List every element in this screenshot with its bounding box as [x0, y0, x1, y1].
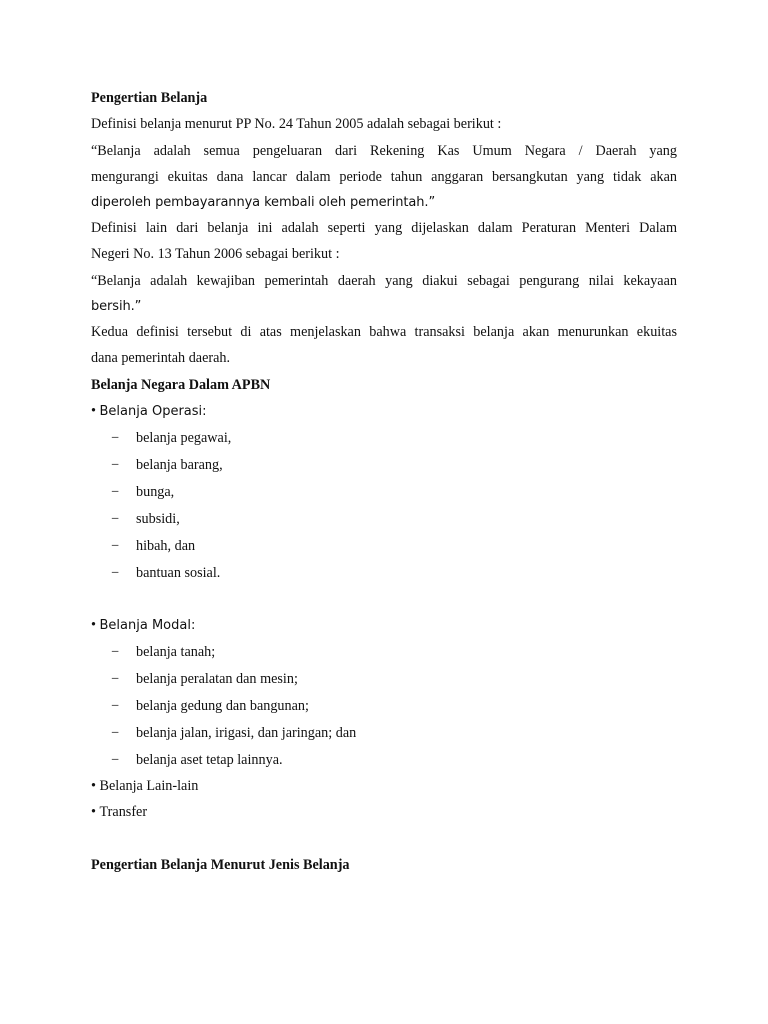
dash-icon: − [111, 698, 120, 714]
dash-icon: − [111, 752, 120, 768]
paragraph-definisi-lain-line-2: Negeri No. 13 Tahun 2006 sebagai berikut : [91, 246, 340, 262]
bullet-label: Belanja Lain-lain [99, 778, 199, 794]
list-item: − belanja barang, [111, 457, 223, 473]
dash-icon: − [111, 430, 120, 446]
dash-icon: − [111, 565, 120, 581]
quote-pp-line-1: “Belanja adalah semua pengeluaran dari Rekening Kas Umum Negara / Daerah yang [91, 143, 677, 159]
list-item: − hibah, dan [111, 538, 196, 554]
list-item: − bunga, [111, 484, 175, 500]
quote-pp-line-2: mengurangi ekuitas dana lancar dalam periode tahun anggaran bersangkutan yang tidak akan [91, 169, 677, 185]
paragraph-definisi-lain-line-1: Definisi lain dari belanja ini adalah seperti yang dijelaskan dalam Peraturan Menteri Dalam [91, 220, 677, 236]
dash-icon: − [111, 457, 120, 473]
bullet-belanja-lain-lain [91, 776, 198, 796]
bullet-icon: • [91, 617, 96, 633]
bullet-label: Belanja Operasi: [99, 404, 207, 419]
paragraph-definisi-pp: Definisi belanja menurut PP No. 24 Tahun 2005 adalah sebagai berikut : [91, 116, 502, 132]
dash-icon: − [111, 484, 120, 500]
quote-pp-line-3: diperoleh pembayarannya kembali oleh pemerintah.” [91, 195, 436, 210]
dash-icon: − [111, 644, 120, 660]
heading-pengertian-belanja-menurut-jenis: Pengertian Belanja Menurut Jenis Belanja [91, 857, 350, 873]
heading-pengertian-belanja: Pengertian Belanja [91, 90, 208, 106]
bullet-icon: • [91, 804, 96, 820]
dash-icon: − [111, 511, 120, 527]
bullet-icon: • [91, 778, 96, 794]
bullet-belanja-operasi [91, 401, 207, 422]
list-item: − belanja peralatan dan mesin; [111, 671, 298, 687]
bullet-transfer [91, 802, 147, 822]
heading-belanja-negara-apbn: Belanja Negara Dalam APBN [91, 377, 271, 393]
list-item: − belanja pegawai, [111, 430, 232, 446]
list-item: − belanja tanah; [111, 644, 216, 660]
paragraph-kedua-definisi-line-1: Kedua definisi tersebut di atas menjelaskan bahwa transaksi belanja akan menurunkan ekuitas [91, 324, 677, 340]
bullet-label: Transfer [99, 804, 148, 820]
list-item: − bantuan sosial. [111, 565, 221, 581]
paragraph-kedua-definisi-line-2: dana pemerintah daerah. [91, 350, 231, 366]
dash-icon: − [111, 671, 120, 687]
list-item: − belanja jalan, irigasi, dan jaringan; dan [111, 725, 357, 741]
dash-icon: − [111, 725, 120, 741]
list-item: − belanja gedung dan bangunan; [111, 698, 309, 714]
list-item: − subsidi, [111, 511, 180, 527]
bullet-icon: • [91, 403, 96, 419]
bullet-label: Belanja Modal: [99, 618, 196, 633]
quote-permendagri-line-1: “Belanja adalah kewajiban pemerintah daerah yang diakui sebagai pengurang nilai kekayaan [91, 273, 677, 289]
list-item: − belanja aset tetap lainnya. [111, 752, 283, 768]
bullet-belanja-modal [91, 615, 195, 636]
quote-permendagri-line-2: bersih.” [91, 299, 142, 314]
dash-icon: − [111, 538, 120, 554]
